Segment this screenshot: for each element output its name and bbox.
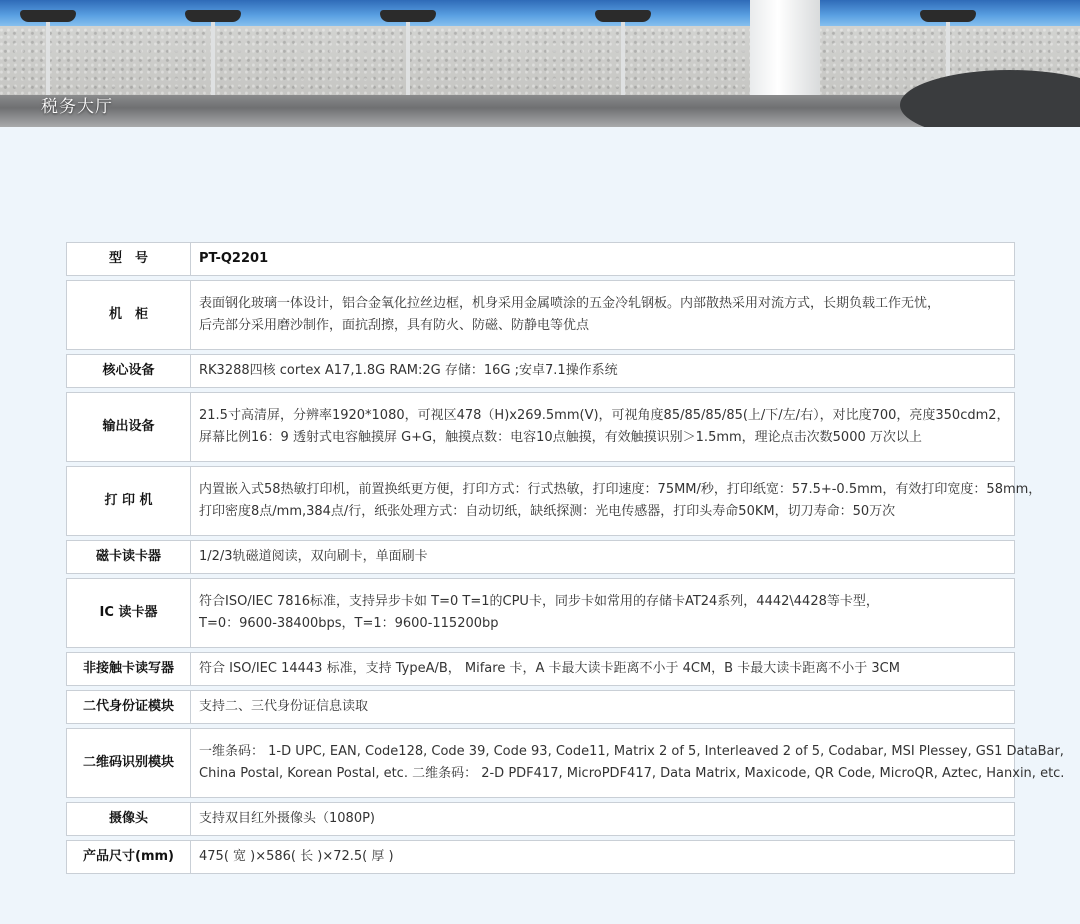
spec-label: 非接触卡读写器 (66, 652, 191, 686)
spec-label: 型 号 (66, 242, 191, 276)
stool-image (595, 10, 651, 100)
spec-row (66, 354, 1015, 388)
spec-label: 输出设备 (66, 392, 191, 462)
spec-value (191, 354, 1015, 388)
spec-row (66, 840, 1015, 874)
spec-value (191, 802, 1015, 836)
spec-row (66, 652, 1015, 686)
spec-label: 二代身份证模块 (66, 690, 191, 724)
spec-value (191, 540, 1015, 574)
spec-value-line: 支持双目红外摄像头（1080P) (199, 811, 375, 826)
spec-value-line: 后壳部分采用磨沙制作，面抗刮擦，具有防火、防磁、防静电等优点 (199, 318, 590, 333)
spec-value-line: 475( 宽 )×586( 长 )×72.5( 厚 ) (199, 849, 394, 864)
spec-value-line: 符合 ISO/IEC 14443 标准，支持 TypeA/B， Mifare 卡，A 卡最大读卡距离不小于 4CM，B 卡最大读卡距离不小于 3CM (199, 661, 900, 676)
spec-value-line: PT-Q2201 (199, 251, 269, 266)
spec-value-line: 21.5寸高清屏，分辨率1920*1080，可视区478（H)x269.5mm(V)，可视角度85/85/85/85(上/下/左/右），对比度700，亮度350cdm2， (199, 408, 1010, 423)
spec-row (66, 728, 1015, 798)
spec-value (191, 242, 1015, 276)
spec-row (66, 690, 1015, 724)
spec-row (66, 392, 1015, 462)
spec-row (66, 578, 1015, 648)
spec-value-line: 符合ISO/IEC 7816标准，支持异步卡如 T=0 T=1的CPU卡，同步卡如常用的存储卡AT24系列，4442\4428等卡型， (199, 594, 879, 609)
spec-value (191, 392, 1015, 462)
spec-label: 产品尺寸(mm) (66, 840, 191, 874)
spec-value (191, 466, 1042, 536)
spec-value (191, 578, 1015, 648)
spec-value-line: 支持二、三代身份证信息读取 (199, 699, 369, 714)
spec-value-line: T=0：9600-38400bps，T=1：9600-115200bp (199, 616, 499, 631)
hero-title: 税务大厅 (41, 97, 113, 117)
spec-row (66, 540, 1015, 574)
spec-row (66, 242, 1015, 276)
stool-image (380, 10, 436, 100)
spec-value (191, 690, 1015, 724)
spec-row (66, 466, 1015, 536)
stool-image (185, 10, 241, 100)
spec-value-line: 屏幕比例16：9 透射式电容触摸屏 G+G，触摸点数：电容10点触摸，有效触摸识别＞1.5mm，理论点击次数5000 万次以上 (199, 430, 922, 445)
spec-label: 机 柜 (66, 280, 191, 350)
stool-image (20, 10, 76, 100)
spec-value-line: 内置嵌入式58热敏打印机，前置换纸更方便，打印方式：行式热敏，打印速度：75MM/秒，打印纸宽：57.5+-0.5mm，有效打印宽度：58mm， (199, 482, 1042, 497)
spec-row (66, 280, 1015, 350)
spec-label: IC 读卡器 (66, 578, 191, 648)
spec-value-line: 1/2/3轨磁道阅读，双向刷卡，单面刷卡 (199, 549, 428, 564)
spec-value (191, 280, 1015, 350)
hero-banner (0, 0, 1080, 127)
spec-value-line: China Postal, Korean Postal, etc. 二维条码： 2-D PDF417, MicroPDF417, Data Matrix, Maxicode, QR Code, MicroQR, Aztec, Hanxin, etc. (199, 766, 1065, 781)
spec-table-body (66, 242, 1065, 874)
spec-label: 二维码识别模块 (66, 728, 191, 798)
spec-table (66, 238, 1065, 878)
spec-label: 核心设备 (66, 354, 191, 388)
hero-water-strip (0, 0, 1080, 26)
spec-value-line: RK3288四核 cortex A17,1.8G RAM:2G 存储：16G ;安卓7.1操作系统 (199, 363, 618, 378)
spec-value-line: 打印密度8点/mm,384点/行，纸张处理方式：自动切纸，缺纸探测：光电传感器，打印头寿命50KM，切刀寿命：50万次 (199, 504, 896, 519)
spec-label: 磁卡读卡器 (66, 540, 191, 574)
spec-value (191, 840, 1015, 874)
spec-value (191, 728, 1065, 798)
spec-value-line: 一维条码： 1-D UPC, EAN, Code128, Code 39, Code 93, Code11, Matrix 2 of 5, Interleaved 2 of 5, Codabar, MSI Plessey, GS1 DataBar, (199, 744, 1064, 759)
spec-value (191, 652, 1015, 686)
spec-value-line: 表面钢化玻璃一体设计，铝合金氧化拉丝边框，机身采用金属喷涂的五金冷轧钢板。内部散热采用对流方式，长期负载工作无忧， (199, 296, 941, 311)
spec-label: 摄像头 (66, 802, 191, 836)
spec-row (66, 802, 1015, 836)
spec-label: 打 印 机 (66, 466, 191, 536)
